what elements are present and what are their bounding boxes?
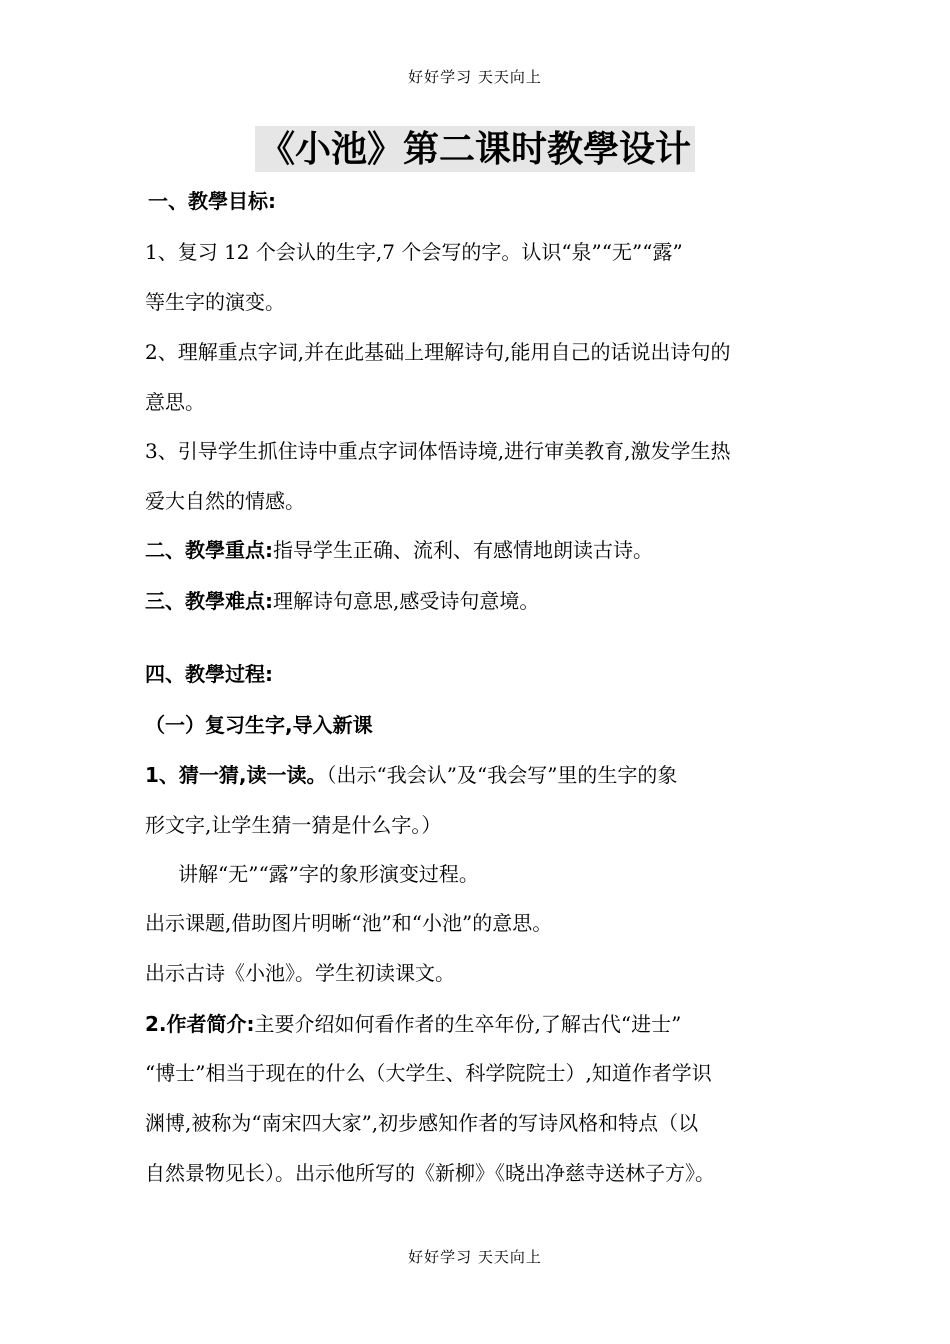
goal-1-line-1: 1、复习 12 个会认的生字,7 个会写的字。认识“泉”“无”“露” <box>145 240 683 264</box>
key-points-text: 指导学生正确、流利、有感情地朗读古诗。 <box>273 538 653 562</box>
step-2-line-4: 自然景物见长）。出示他所写的《新柳》《晓出净慈寺送林子方》。 <box>145 1161 715 1185</box>
subsection-heading-review: （一）复习生字,导入新课 <box>145 713 373 737</box>
document-title: 《小池》第二课时教學设计 <box>255 126 695 172</box>
step-2-label: 2.作者简介: <box>145 1012 255 1036</box>
difficulties-label: 三、教學难点: <box>145 589 273 613</box>
section-heading-process: 四、教學过程: <box>145 662 273 686</box>
step-1-label: 1、猜一猜,读一读。 <box>145 763 327 787</box>
title-wrap <box>0 126 950 172</box>
section-difficulties <box>145 587 815 615</box>
step-1-line-2: 形文字,让学生猜一猜是什么字。） <box>145 813 442 837</box>
goal-2-line-2: 意思。 <box>145 390 205 414</box>
goal-1-line-2: 等生字的演变。 <box>145 290 285 314</box>
step-2-line-3: 渊博,被称为“南宋四大家”,初步感知作者的写诗风格和特点（以 <box>145 1111 699 1135</box>
step-2-line-2: “博士”相当于现在的什么（大学生、科学院院士）,知道作者学识 <box>145 1061 712 1085</box>
step-1-line-5: 出示古诗《小池》。学生初读课文。 <box>145 961 455 985</box>
page-footer: 好好学习 天天向上 <box>408 1248 542 1266</box>
step-2-line-1 <box>145 1010 815 1038</box>
section-key-points <box>145 536 815 564</box>
step-2-text: 主要介绍如何看作者的生卒年份,了解古代“进士” <box>254 1012 682 1036</box>
goal-2-line-1: 2、理解重点字词,并在此基础上理解诗句,能用自己的话说出诗句的 <box>145 340 731 364</box>
key-points-label: 二、教學重点: <box>145 538 273 562</box>
page-header: 好好学习 天天向上 <box>408 68 542 86</box>
step-1-text: （出示“我会认”及“我会写”里的生字的象 <box>326 763 678 787</box>
step-1-line-1 <box>145 761 815 789</box>
difficulties-text: 理解诗句意思,感受诗句意境。 <box>273 589 540 613</box>
goal-3-line-2: 爱大自然的情感。 <box>145 489 305 513</box>
section-heading-goals: 一、教學目标: <box>148 189 276 213</box>
goal-3-line-1: 3、引导学生抓住诗中重点字词体悟诗境,进行审美教育,激发学生热 <box>145 439 731 463</box>
step-1-line-3: 讲解“无”“露”字的象形演变过程。 <box>178 862 479 886</box>
step-1-line-4: 出示课题,借助图片明晰“池”和“小池”的意思。 <box>145 911 553 935</box>
